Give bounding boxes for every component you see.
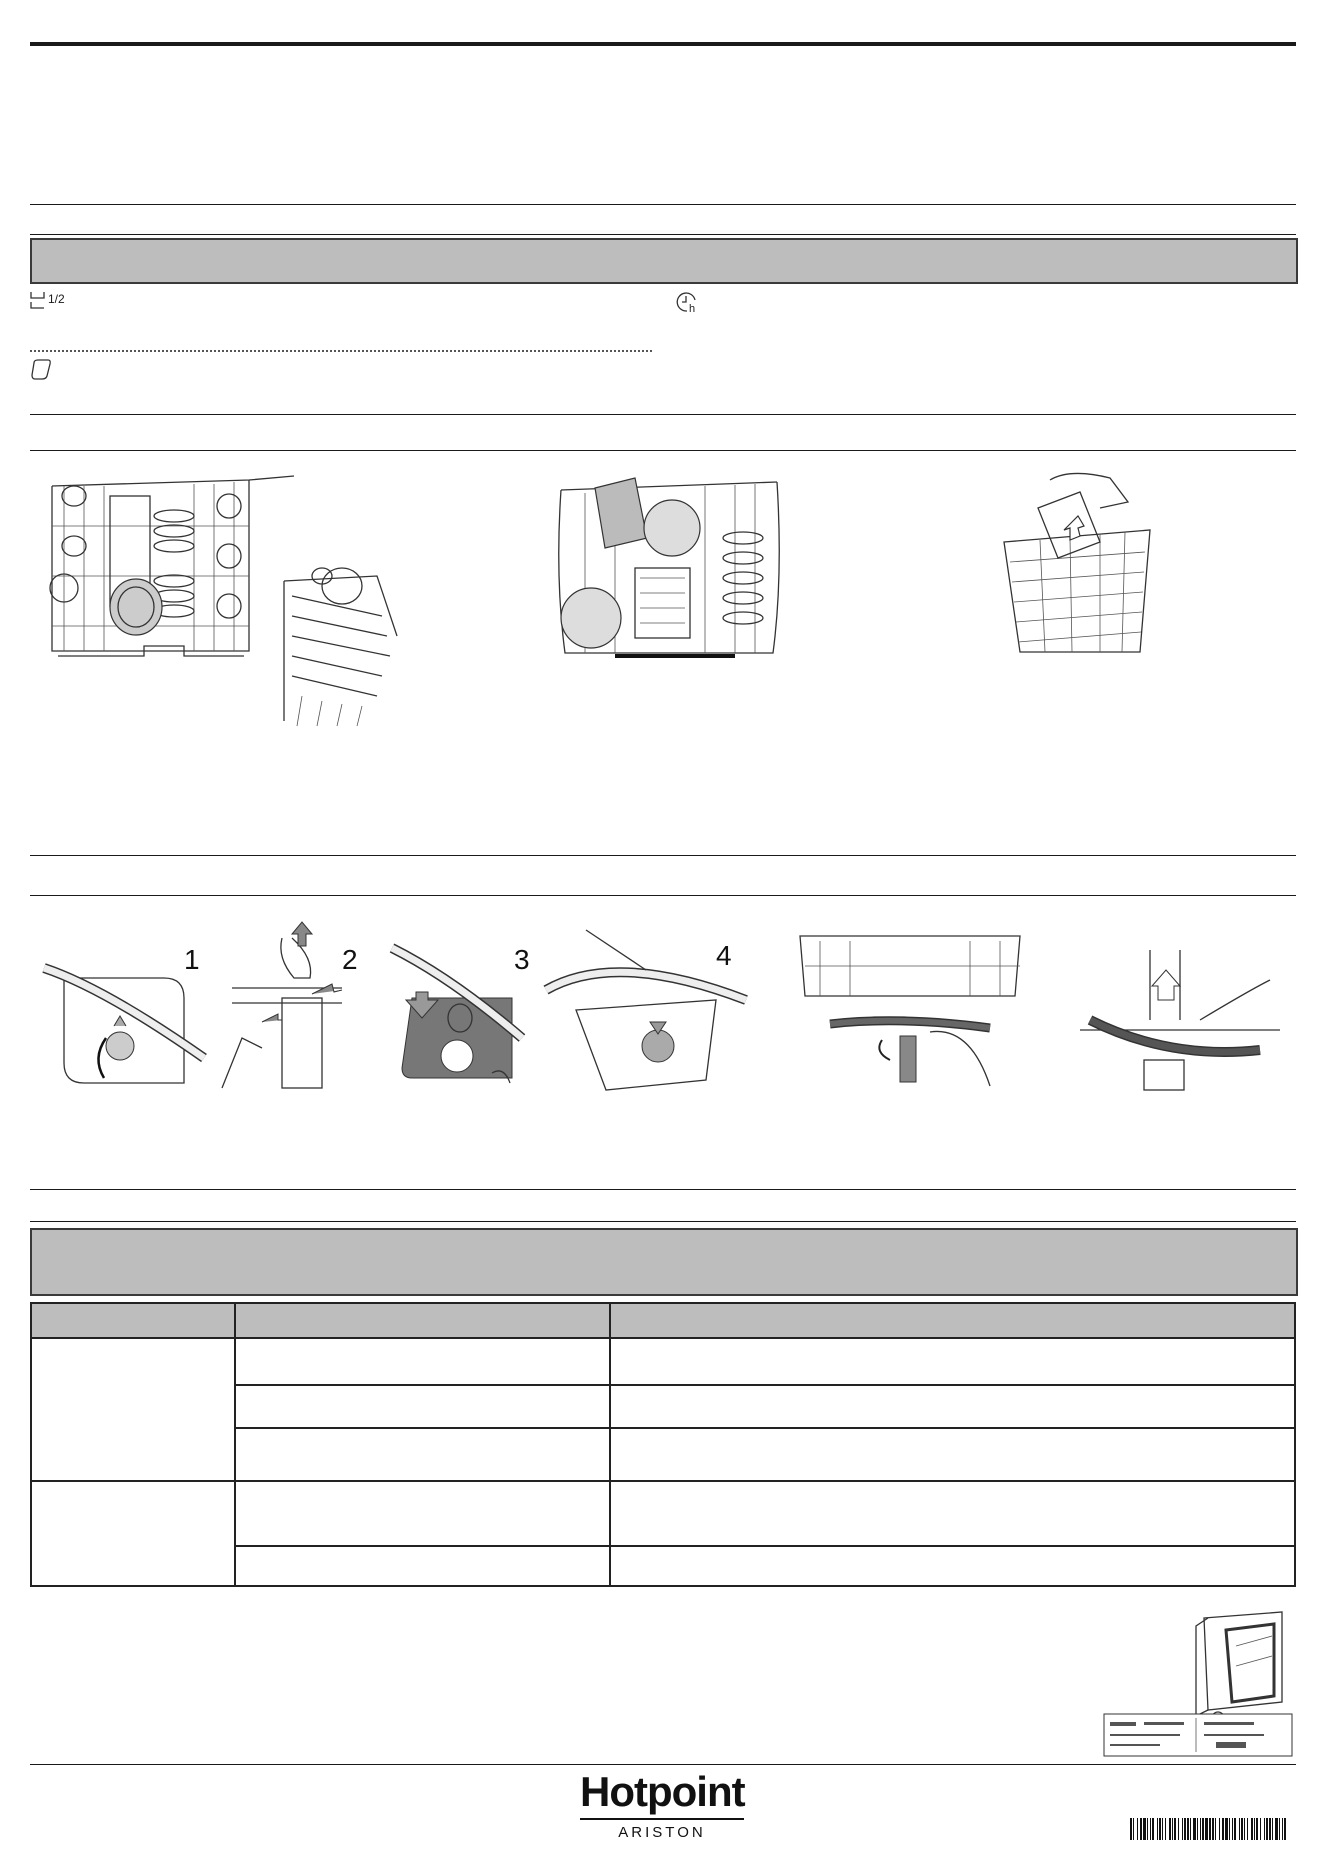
half-load-label: 1/2 <box>48 292 65 306</box>
filter-step-number: 4 <box>716 940 732 971</box>
upper-spray-arm-illustration <box>790 936 1030 1086</box>
section-divider <box>30 1189 1296 1190</box>
barcode-bar <box>1200 1818 1201 1840</box>
barcode-bar <box>1234 1818 1236 1840</box>
barcode-bar <box>1182 1818 1183 1840</box>
troubleshooting-table <box>30 1302 1296 1587</box>
clock-h-icon <box>675 290 699 314</box>
table-cell <box>610 1338 1295 1385</box>
dotted-separator <box>30 350 652 352</box>
filter-step-number: 2 <box>342 944 358 975</box>
half-load-icon <box>30 290 46 310</box>
barcode-bar <box>1244 1818 1245 1840</box>
lower-rack-illustration <box>555 478 785 668</box>
barcode-bar <box>1169 1818 1171 1840</box>
barcode-bar <box>1140 1818 1142 1840</box>
barcode-bar <box>1272 1818 1273 1840</box>
lower-spray-arm-illustration <box>1080 950 1280 1100</box>
section-divider <box>30 414 1296 415</box>
barcode-bar <box>1137 1818 1138 1840</box>
table-cell <box>235 1546 610 1586</box>
section-divider <box>30 855 1296 856</box>
table-cell <box>235 1428 610 1481</box>
barcode-bar <box>1178 1818 1179 1840</box>
brand-logo: Hotpoint <box>580 1768 745 1815</box>
upper-rack-illustration <box>44 476 264 676</box>
table-header-cell <box>610 1303 1295 1338</box>
filter-step-1-illustration <box>44 938 194 1088</box>
barcode-bar <box>1190 1818 1191 1840</box>
svg-text:h: h <box>689 303 696 315</box>
barcode-bar <box>1133 1818 1134 1840</box>
barcode-bar <box>1130 1818 1132 1840</box>
section-divider <box>30 234 1296 235</box>
barcode-bar <box>1143 1818 1146 1840</box>
barcode-bar <box>1215 1818 1216 1840</box>
filter-step-number: 3 <box>514 944 530 975</box>
table-cell <box>235 1385 610 1428</box>
table-cell <box>235 1481 610 1546</box>
barcode-bar <box>1279 1818 1280 1840</box>
table-header-cell <box>31 1303 235 1338</box>
barcode-bar <box>1205 1818 1208 1840</box>
barcode-bar <box>1256 1818 1258 1840</box>
barcode-bar <box>1209 1818 1211 1840</box>
section-header-bar <box>30 238 1298 284</box>
table-cell <box>31 1481 235 1586</box>
barcode-bar <box>1174 1818 1176 1840</box>
barcode-bar <box>1222 1818 1224 1840</box>
table-row <box>31 1338 1295 1385</box>
barcode-bar <box>1187 1818 1189 1840</box>
table-cell <box>610 1385 1295 1428</box>
section-divider <box>30 450 1296 451</box>
barcode-bar <box>1150 1818 1151 1840</box>
barcode-bar <box>1212 1818 1214 1840</box>
footer-rule <box>30 1764 1296 1765</box>
brand-logo-subtitle: ARISTON <box>618 1824 706 1841</box>
barcode-bar <box>1241 1818 1243 1840</box>
table-cell <box>235 1338 610 1385</box>
table-cell <box>610 1546 1295 1586</box>
troubleshooting-header-bar <box>30 1228 1298 1296</box>
barcode-bar <box>1159 1818 1161 1840</box>
rating-plate-illustration <box>1096 1606 1296 1756</box>
barcode-bar <box>1260 1818 1261 1840</box>
filter-step-3-illustration <box>392 938 522 1088</box>
barcode-bar <box>1172 1818 1173 1840</box>
table-row <box>31 1481 1295 1546</box>
barcode-bar <box>1202 1818 1204 1840</box>
cup-rack-illustration <box>282 556 402 726</box>
barcode-bar <box>1247 1818 1248 1840</box>
barcode-bar <box>1239 1818 1240 1840</box>
barcode-bar <box>1219 1818 1220 1840</box>
table-cell <box>31 1338 235 1481</box>
top-rule <box>30 42 1296 46</box>
filter-step-4-illustration <box>546 930 726 1090</box>
filter-step-number: 1 <box>184 944 200 975</box>
barcode-bar <box>1264 1818 1265 1840</box>
barcode-bar <box>1269 1818 1271 1840</box>
barcode-bar <box>1184 1818 1186 1840</box>
barcode-bar <box>1229 1818 1230 1840</box>
barcode-bar <box>1193 1818 1196 1840</box>
table-cell <box>610 1428 1295 1481</box>
barcode-bar <box>1197 1818 1198 1840</box>
barcode-bar <box>1165 1818 1166 1840</box>
logo-divider <box>580 1818 744 1820</box>
barcode-bar <box>1284 1818 1286 1840</box>
cutlery-basket-illustration <box>1000 472 1160 662</box>
section-divider <box>30 895 1296 896</box>
section-divider <box>30 1221 1296 1222</box>
table-header-row <box>31 1303 1295 1338</box>
barcode-bar <box>1157 1818 1158 1840</box>
barcode-bar <box>1254 1818 1255 1840</box>
table-cell <box>610 1481 1295 1546</box>
barcode-bar <box>1251 1818 1253 1840</box>
barcode <box>1130 1818 1286 1842</box>
table-header-cell <box>235 1303 610 1338</box>
section-divider <box>30 204 1296 205</box>
barcode-bar <box>1266 1818 1268 1840</box>
barcode-bar <box>1232 1818 1233 1840</box>
filter-step-2-illustration <box>222 938 352 1088</box>
barcode-bar <box>1282 1818 1283 1840</box>
barcode-bar <box>1152 1818 1154 1840</box>
barcode-bar <box>1147 1818 1148 1840</box>
tablet-icon <box>30 358 54 382</box>
barcode-bar <box>1225 1818 1228 1840</box>
barcode-bar <box>1162 1818 1163 1840</box>
half-load-indicator <box>30 290 70 312</box>
barcode-bar <box>1275 1818 1278 1840</box>
